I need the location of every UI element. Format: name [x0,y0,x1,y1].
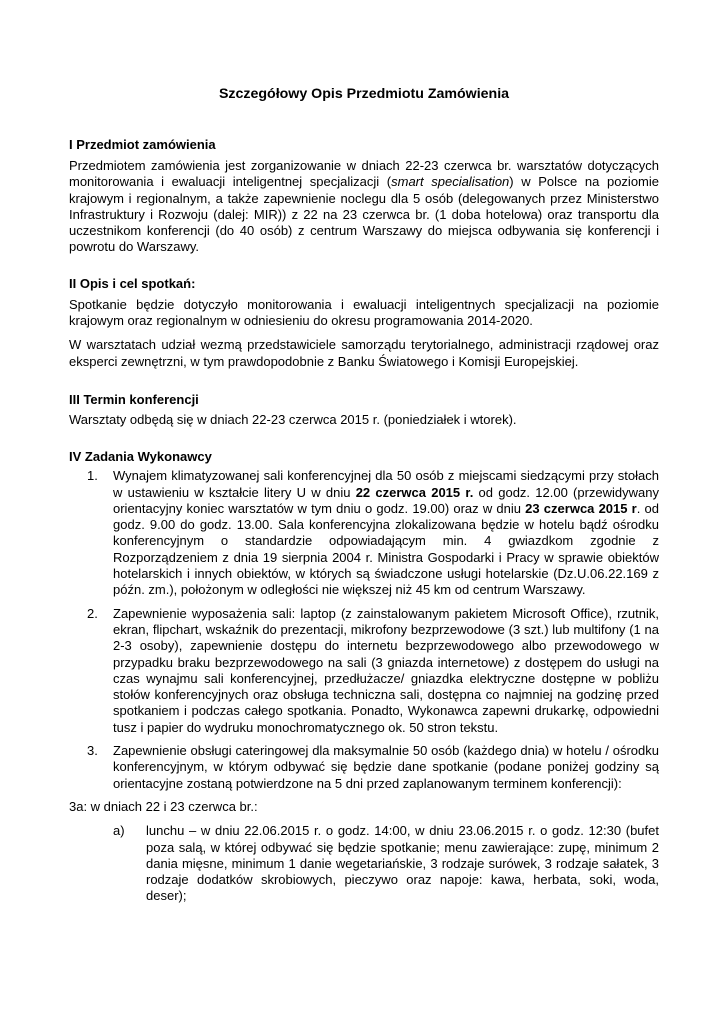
sub-list-letter: a) [113,823,125,839]
tasks-list [69,468,659,792]
section-heading-tasks: IV Zadania Wykonawcy [69,449,212,465]
text-span: . od godz. 9.00 do godz. 13.00. Sala konferencyjna zlokalizowana będzie w hotelu bądź ośrodku konferencyjnym o standardzie odpowiadającym min. 4 gwiazdkom zgodnie z Rozporządzeniem z dnia 19 sierpnia 2004 r. Ministra Gospodarki i Pracy w sprawie obiektów hotelarskich i innych obiektów, w których są świadczone usługi hotelarskie (Dz.U.06.22.169 z późn. zm.), położonym w odległości nie większej niż 45 km od centrum Warszawy. [113,500,659,598]
italic-term: smart specialisation [391,174,510,190]
text-span: Zapewnienie wyposażenia sali: laptop (z zainstalowanym pakietem Microsoft Office), rzutnik, ekran, flipchart, wskaźnik do prezentacji, mikrofony bezprzewodowe (3 szt.) lub multifony (1 na 2-3 osoby), zapewnienie dostępu do internetu bezprzewodowego albo przewodowego w przypadku braku bezprzewodowego na sali (3 gniazda internetowe) z dostępem do usługi na czas wynajmu sali konferencyjnej, przedłużacze/ gniazdka elektryczne dostępne w pobliżu stołów konferencyjnych oraz obsługa techniczna sali, dostępna co najmniej na godzinę przed spotkaniem i podczas całego spotkania. Ponadto, Wykonawca zapewni drukarkę, odpowiedni tusz i papier do wydruku monochromatycznego ok. 50 stron tekstu. [113,605,659,735]
text-span: od godz. 12.00 (przewidywany orientacyjny koniec warsztatów w tym dniu o godz. 19.00) oraz w dniu [113,484,660,516]
list-item [69,606,659,736]
list-item-number: 1. [87,468,98,484]
list-item-number: 3. [87,743,98,759]
text-span: Przedmiotem zamówienia jest zorganizowanie w dniach 22-23 czerwca br. warsztatów dotyczących monitorowania i ewaluacji inteligentnej specjalizacji ( [69,158,659,190]
subsection-intro: 3a: w dniach 22 i 23 czerwca br.: [69,798,258,814]
bold-date: 23 czerwca 2015 r [525,500,637,516]
list-item [69,468,659,598]
section-heading-description: II Opis i cel spotkań: [69,275,196,291]
text-span: Zapewnienie obsługi cateringowej dla maksymalnie 50 osób (każdego dnia) w hotelu / ośrodku konferencyjnym, w którym odbywać się będzie dane spotkanie (podane poniżej godziny są orientacyjne zostaną potwierdzone na 5 dni przed zaplanowanym terminem konferencji): [113,743,659,791]
section-paragraph-description-1: Spotkanie będzie dotyczyło monitorowania i ewaluacji inteligentnych specjalizacji na poziomie krajowym oraz regionalnym w odniesieniu do okresu programowania 2014-2020. [69,296,659,329]
text-span: ) w Polsce na poziomie krajowym i regionalnym, a także zapewnienie noclegu dla 5 osób (delegowanych przez Ministerstwo Infrastruktury i Rozwoju (dalej: MIR)) z 22 na 23 czerwca br. (1 doba hotelowa) oraz transportu dla uczestnikom konferencji (do 40 osób) z centrum Warszawy do miejsca odbywania się konferencji i powrotu do Warszawy. [69,174,660,255]
text-span: lunchu – w dniu 22.06.2015 r. o godz. 14:00, w dniu 23.06.2015 r. o godz. 12:30 (bufet poza salą, w której odbywać się będzie spotkanie; menu zawierające: zupę, minimum 2 dania mięsne, minimum 1 danie wegetariańskie, 3 rodzaje surówek, 3 rodzaje sałatek, 3 rodzaje dodatków skrobiowych, pieczywo oraz napoje: kawa, herbata, soki, woda, deser); [146,823,659,904]
list-item [69,743,659,792]
section-paragraph-date: Warsztaty odbędą się w dniach 22-23 czerwca 2015 r. (poniedziałek i wtorek). [69,411,517,427]
section-heading-date: III Termin konferencji [69,391,199,407]
section-paragraph-description-2: W warsztatach udział wezmą przedstawiciele samorządu terytorialnego, administracji rządowej oraz eksperci zewnętrzni, w tym prawdopodobnie z Banku Światowego i Komisji Europejskiej. [69,337,659,369]
text-span: Wynajem klimatyzowanej sali konferencyjnej dla 50 osób z miejscami siedzącymi przy stołach w ustawieniu w kształcie litery U w dniu [113,468,659,500]
bold-date: 22 czerwca 2015 r. [355,484,474,500]
list-item-number: 2. [87,605,98,621]
document-title: Szczegółowy Opis Przedmiotu Zamówienia [218,86,510,102]
section-paragraph-subject [69,158,659,256]
sub-list-item [69,823,659,904]
section-heading-subject: I Przedmiot zamówienia [69,137,216,152]
